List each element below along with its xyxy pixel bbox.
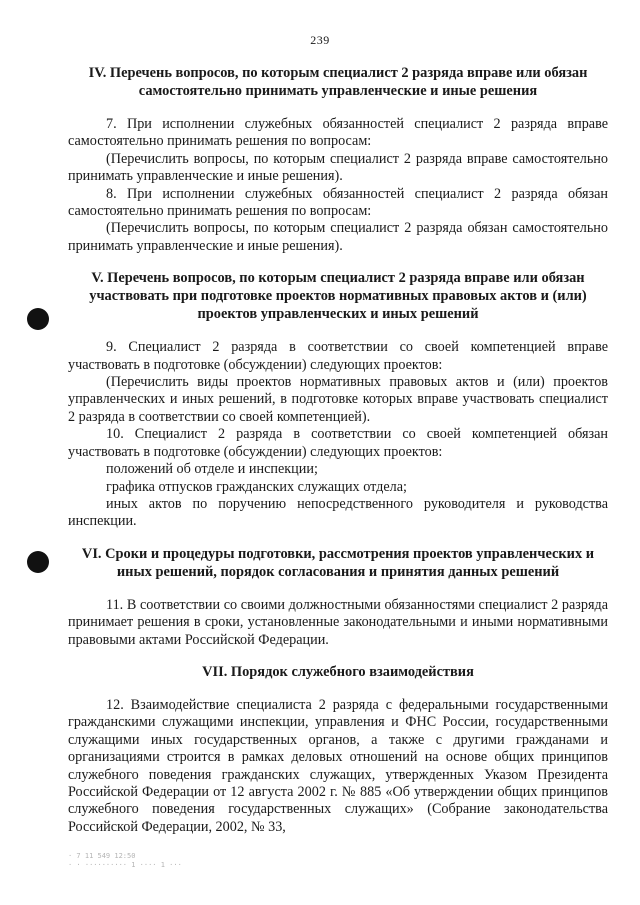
punch-hole-bottom: [27, 551, 49, 573]
paragraph-10-item: графика отпусков гражданских служащих отдела;: [106, 478, 407, 495]
section-6-heading: VI. Сроки и процедуры подготовки, рассмотрения проектов управленческих и иных решений, порядок согласования и принятия данных решений: [81, 545, 595, 580]
paragraph-8: 8. При исполнении служебных обязанностей специалист 2 разряда обязан самостоятельно принимать решения по вопросам:: [68, 185, 608, 220]
paragraph-11: 11. В соответствии со своими должностными обязанностями специалист 2 разряда принимает решения в сроки, установленные законодательными и иными нормативными правовыми актами Российской Федерации.: [68, 596, 608, 648]
paragraph-10: 10. Специалист 2 разряда в соответствии со своей компетенцией обязан участвовать в подготовке (обсуждении) следующих проектов:: [68, 426, 608, 460]
paragraph-7-instruction: (Перечислить вопросы, по которым специалист 2 разряда вправе самостоятельно принимать управленческие и иные решения).: [68, 150, 608, 185]
paragraph-10-item: положений об отделе и инспекции;: [106, 461, 318, 478]
paragraph-12: 12. Взаимодействие специалиста 2 разряда с федеральными государственными гражданскими служащими инспекции, управления и ФНС России, государственными служащими иных государственных органов, а также с другими гражданами и организациями строится в рамках деловых отношений на основе общих принципов служебного поведения гражданских служащих, утвержденных Указом Президента Российской Федерации от 12 августа 2002 г. № 885 «Об утверждении общих принципов служебного поведения государственных служащих» (Собрание законодательства Российской Федерации, 2002, № 33,: [68, 696, 608, 835]
paragraph-9-instruction: (Перечислить виды проектов нормативных правовых актов и (или) проектов управленческих и иных решений, в подготовке которых вправе участвовать специалист 2 разряда в соответствии со своей компетенцией).: [68, 374, 608, 425]
punch-hole-top: [27, 308, 49, 330]
paragraph-8-instruction: (Перечислить вопросы, по которым специалист 2 разряда обязан самостоятельно принимать управленческие и иные решения).: [68, 220, 608, 254]
section-5-heading: V. Перечень вопросов, по которым специалист 2 разряда вправе или обязан участвовать при подготовке проектов нормативных правовых актов и (или) проектов управленческих и иных решений: [89, 270, 587, 323]
paragraph-9: 9. Специалист 2 разряда в соответствии со своей компетенцией вправе участвовать в подготовке (обсуждении) следующих проектов:: [68, 339, 608, 373]
paragraph-7: 7. При исполнении служебных обязанностей специалист 2 разряда вправе самостоятельно принимать решения по вопросам:: [68, 116, 608, 150]
page-number: 239: [310, 33, 330, 47]
stamp-line: · · ·········· 1 ···· 1 ···: [68, 861, 182, 869]
section-7-heading: VII. Порядок служебного взаимодействия: [202, 663, 474, 680]
paragraph-10-item: иных актов по поручению непосредственного руководителя и руководства инспекции.: [68, 495, 608, 530]
stamp-line: · 7 11 549 12:50: [68, 852, 136, 860]
section-4-heading: IV. Перечень вопросов, по которым специалист 2 разряда вправе или обязан самостоятельно принимать управленческие и иные решения: [88, 65, 588, 99]
faint-print-stamp: [68, 852, 182, 870]
document-body: [68, 64, 608, 836]
